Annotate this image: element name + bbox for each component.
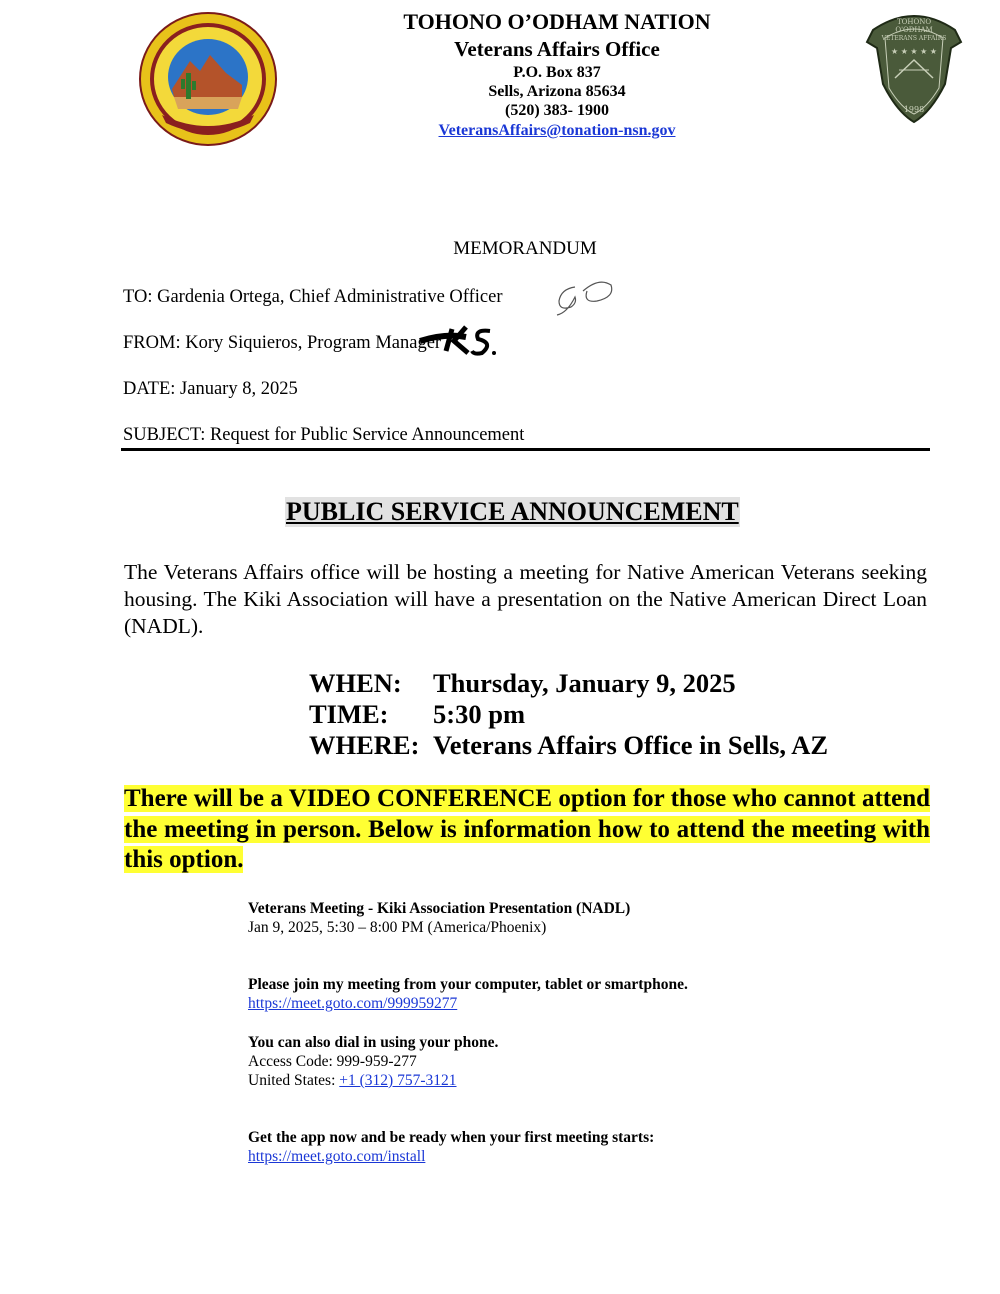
- signature-initials-ks: [416, 323, 498, 359]
- video-conference-notice: [124, 784, 930, 876]
- nation-seal-logo: [138, 11, 278, 147]
- us-phone-link[interactable]: +1 (312) 757-3121: [339, 1072, 457, 1089]
- memo-date: DATE: January 8, 2025: [123, 379, 298, 399]
- emblem-text-4: 1998: [903, 105, 925, 114]
- app-heading: Get the app now and be ready when your first meeting starts:: [248, 1129, 655, 1146]
- when-label: WHEN:: [309, 668, 402, 698]
- us-dial-line: [248, 1071, 457, 1090]
- city-address: Sells, Arizona 85634: [488, 83, 626, 100]
- time-row: [309, 699, 525, 730]
- nation-name: TOHONO O’ODHAM NATION: [403, 9, 711, 34]
- install-app-link[interactable]: https://meet.goto.com/install: [248, 1148, 426, 1165]
- where-row: [309, 730, 828, 761]
- meeting-datetime: Jan 9, 2025, 5:30 – 8:00 PM (America/Phoenix): [248, 919, 547, 936]
- emblem-text-2: O'ODHAM: [895, 26, 933, 34]
- time-label: TIME:: [309, 699, 389, 729]
- veterans-affairs-emblem: [865, 8, 963, 124]
- time-value: 5:30 pm: [433, 699, 526, 729]
- memo-from: FROM: Kory Siquieros, Program Manager: [123, 333, 442, 353]
- emblem-text-3: VETERANS AFFAIRS: [881, 35, 947, 42]
- meeting-title: Veterans Meeting - Kiki Association Presentation (NADL): [248, 900, 631, 917]
- office-name: Veterans Affairs Office: [454, 37, 660, 61]
- po-box: P.O. Box 837: [513, 64, 601, 81]
- video-notice-text: There will be a VIDEO CONFERENCE option for those who cannot attend the meeting in person. Below is information how to attend the meeting with this option.: [124, 785, 930, 873]
- emblem-text-1: TOHONO: [896, 18, 932, 26]
- join-meeting-link[interactable]: https://meet.goto.com/999959277: [248, 995, 458, 1012]
- svg-text:★ ★ ★ ★ ★: ★ ★ ★ ★ ★: [890, 47, 938, 56]
- email-link[interactable]: VeteransAffairs@tonation-nsn.gov: [438, 122, 676, 139]
- when-row: [309, 668, 736, 699]
- memo-to: TO: Gardenia Ortega, Chief Administrative Officer: [123, 287, 503, 307]
- signature-initials-go: [553, 277, 617, 317]
- psa-body: The Veterans Affairs office will be hosting a meeting for Native American Veterans seeking housing. The Kiki Association will have a presentation on the Native American Direct Loan (NADL).: [124, 560, 927, 638]
- where-label: WHERE:: [309, 730, 420, 760]
- join-heading: Please join my meeting from your computer, tablet or smartphone.: [248, 976, 688, 993]
- when-value: Thursday, January 9, 2025: [433, 668, 736, 698]
- memo-subject: SUBJECT: Request for Public Service Announcement: [123, 425, 525, 445]
- phone-number: (520) 383- 1900: [505, 102, 609, 119]
- memo-heading: MEMORANDUM: [453, 238, 597, 259]
- access-code: Access Code: 999-959-277: [248, 1053, 417, 1070]
- psa-title: PUBLIC SERVICE ANNOUNCEMENT: [286, 497, 739, 526]
- divider-line: [121, 448, 930, 451]
- us-label: United States:: [248, 1072, 340, 1089]
- where-value: Veterans Affairs Office in Sells, AZ: [433, 730, 829, 760]
- dial-heading: You can also dial in using your phone.: [248, 1034, 499, 1051]
